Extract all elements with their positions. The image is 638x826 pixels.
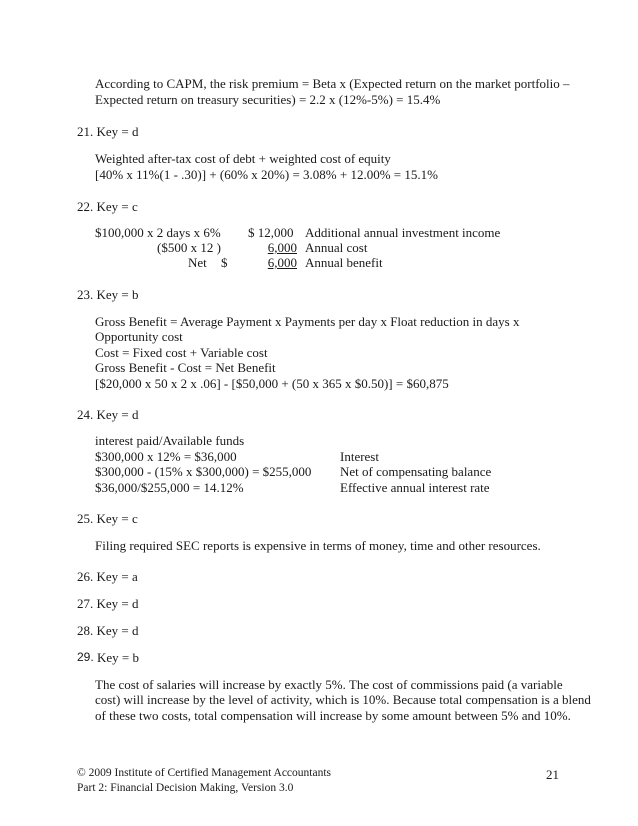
answer-22-key: 22. Key = c	[77, 199, 138, 214]
answer-23-line-3: Cost = Fixed cost + Variable cost	[95, 345, 268, 360]
answer-23-line-2: Opportunity cost	[95, 329, 183, 344]
answer-25-key: 25. Key = c	[77, 511, 138, 526]
intro-line-1: According to CAPM, the risk premium = Beta x (Expected return on the market portfolio –	[95, 76, 570, 91]
page-number: 21	[546, 767, 559, 782]
answer-29-line-2: cost) will increase by the level of activity, which is 10%. Because total compensation is a blend	[95, 692, 591, 707]
answer-24-row-1-desc: Interest	[340, 449, 379, 464]
answer-24-key: 24. Key = d	[77, 407, 139, 422]
answer-28-key: 28. Key = d	[77, 623, 139, 638]
answer-29-key: Key = b	[97, 650, 139, 665]
answer-21-key: 21. Key = d	[77, 124, 139, 139]
answer-23-line-4: Gross Benefit - Cost = Net Benefit	[95, 360, 276, 375]
intro-line-2: Expected return on treasury securities) = 2.2 x (12%-5%) = 15.4%	[95, 92, 441, 107]
answer-22-row-2-calc: ($500 x 12 )	[157, 240, 221, 255]
answer-24-row-3-calc: $36,000/$255,000 = 14.12%	[95, 480, 244, 495]
answer-22-row-3-desc: Annual benefit	[305, 255, 383, 270]
answer-22-row-3-dollar: $	[221, 255, 228, 270]
answer-29-line-3: of these two costs, total compensation will increase by some amount between 5% and 10%.	[95, 708, 571, 723]
answer-29-line-1: The cost of salaries will increase by exactly 5%. The cost of commissions paid (a variable	[95, 677, 563, 692]
answer-22-row-3-amount: 6,000	[267, 255, 297, 270]
answer-24-row-1-calc: $300,000 x 12% = $36,000	[95, 449, 237, 464]
answer-23-key: 23. Key = b	[77, 287, 139, 302]
answer-24-row-2-calc: $300,000 - (15% x $300,000) = $255,000	[95, 464, 312, 479]
answer-21-line-2: [40% x 11%(1 - .30)] + (60% x 20%) = 3.08% + 12.00% = 15.1%	[95, 167, 438, 182]
answer-22-row-3-calc: Net	[188, 255, 207, 270]
answer-29-number: 29.	[77, 650, 94, 664]
footer-part-title: Part 2: Financial Decision Making, Version 3.0	[77, 782, 294, 794]
answer-24-row-2-desc: Net of compensating balance	[340, 464, 492, 479]
answer-25-line-1: Filing required SEC reports is expensive in terms of money, time and other resources.	[95, 538, 541, 553]
answer-23-line-1: Gross Benefit = Average Payment x Payments per day x Float reduction in days x	[95, 314, 520, 329]
answer-22-row-1-desc: Additional annual investment income	[305, 225, 501, 240]
answer-26-key: 26. Key = a	[77, 569, 138, 584]
answer-22-row-1-amount: $ 12,000	[248, 225, 294, 240]
answer-22-row-1-calc: $100,000 x 2 days x 6%	[95, 225, 221, 240]
answer-21-line-1: Weighted after-tax cost of debt + weighted cost of equity	[95, 151, 391, 166]
answer-24-line-1: interest paid/Available funds	[95, 433, 245, 448]
answer-27-key: 27. Key = d	[77, 596, 139, 611]
answer-22-row-2-desc: Annual cost	[305, 240, 368, 255]
answer-24-row-3-desc: Effective annual interest rate	[340, 480, 490, 495]
footer-copyright: © 2009 Institute of Certified Management Accountants	[77, 767, 332, 779]
answer-22-row-2-amount: 6,000	[267, 240, 297, 255]
answer-23-line-5: [$20,000 x 50 x 2 x .06] - [$50,000 + (50 x 365 x $0.50)] = $60,875	[95, 376, 449, 391]
